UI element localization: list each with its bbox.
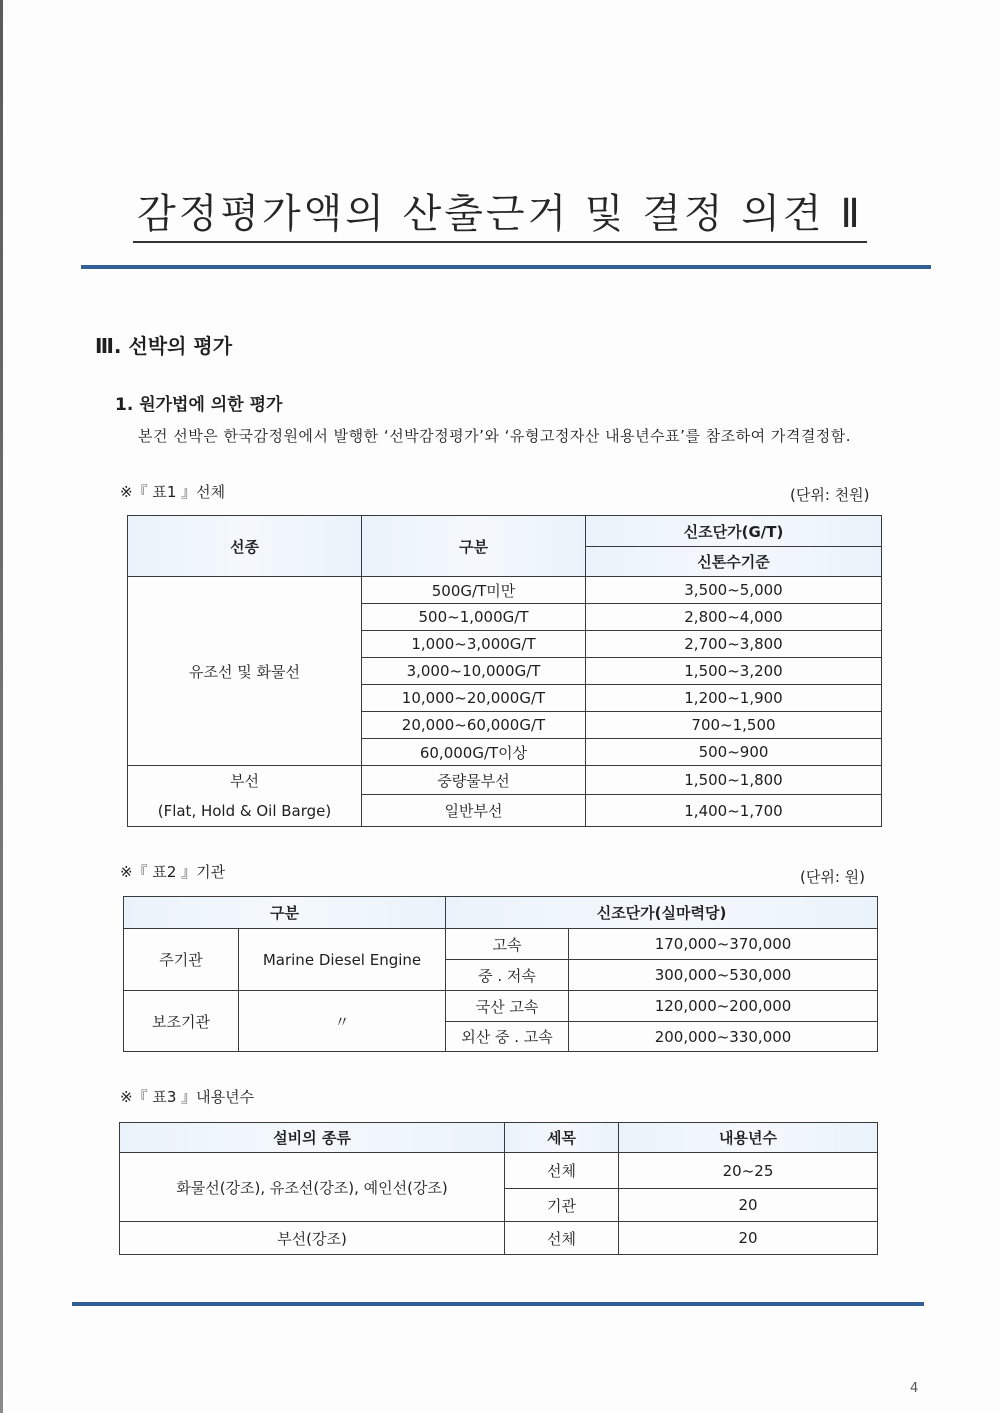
table2-speed: 외산 중 . 고속 (446, 1022, 569, 1052)
table2-price: 120,000~200,000 (569, 991, 878, 1022)
table1-barge-sublabel: (Flat, Hold & Oil Barge) (157, 802, 332, 820)
table2-caption: ※『 표2 』기관 (120, 863, 226, 881)
table3-group-vessels: 화물선(강조), 유조선(강조), 예인선(강조) (120, 1153, 505, 1222)
table1-price: 1,500~3,200 (586, 658, 882, 685)
table3-caption: ※『 표3 』내용년수 (120, 1088, 255, 1106)
table1-category: 일반부선 (362, 795, 586, 827)
table1-category: 20,000~60,000G/T (362, 712, 586, 739)
table3-item: 선체 (505, 1153, 619, 1189)
table2-header-category: 구분 (124, 897, 446, 929)
title-divider (81, 265, 931, 269)
table1-category: 500G/T미만 (362, 577, 586, 604)
table1-group-barge (128, 766, 362, 827)
table3-years: 20 (619, 1189, 878, 1222)
section-title: Ⅲ. 선박의 평가 (95, 334, 233, 358)
table1-group-tanker-cargo: 유조선 및 화물선 (128, 577, 362, 766)
page-title (0, 182, 1000, 243)
table2-speed: 중 . 저속 (446, 960, 569, 991)
table1-price: 3,500~5,000 (586, 577, 882, 604)
intro-paragraph: 본건 선박은 한국감정원에서 발행한 ‘선박감정평가’와 ‘유형고정자산 내용년수표’를 참조하여 가격결정함. (138, 427, 852, 445)
table1-category: 중량물부선 (362, 766, 586, 795)
table3-item: 선체 (505, 1222, 619, 1255)
table2-aux-engine-type: 〃 (239, 991, 446, 1052)
table1-header-price-sub: 신톤수기준 (586, 547, 882, 577)
table1-header-ship-type: 선종 (128, 516, 362, 577)
table1-unit: (단위: 천원) (790, 486, 870, 504)
table3-item: 기관 (505, 1189, 619, 1222)
table2-speed: 국산 고속 (446, 991, 569, 1022)
table3-header-item: 세목 (505, 1123, 619, 1153)
table1-price: 1,400~1,700 (586, 795, 882, 827)
table2-price: 170,000~370,000 (569, 929, 878, 960)
table1-price: 700~1,500 (586, 712, 882, 739)
footer-divider (72, 1302, 924, 1306)
table1-price: 2,800~4,000 (586, 604, 882, 631)
table2-header-price: 신조단가(실마력당) (446, 897, 878, 929)
table2-price: 200,000~330,000 (569, 1022, 878, 1052)
table3-service-life (119, 1122, 878, 1255)
table3-header-years: 내용년수 (619, 1123, 878, 1153)
table1-barge-label: 부선 (230, 772, 259, 790)
table2-engine (123, 896, 878, 1052)
table2-speed: 고속 (446, 929, 569, 960)
table1-price: 1,500~1,800 (586, 766, 882, 795)
table3-header-equipment: 설비의 종류 (120, 1123, 505, 1153)
table2-unit: (단위: 원) (800, 868, 865, 886)
page-number: 4 (910, 1381, 919, 1396)
table2-price: 300,000~530,000 (569, 960, 878, 991)
table1-category: 60,000G/T이상 (362, 739, 586, 766)
table3-group-barge: 부선(강조) (120, 1222, 505, 1255)
table1-caption: ※『 표1 』선체 (120, 483, 226, 501)
table3-years: 20~25 (619, 1153, 878, 1189)
table1-header-price: 신조단가(G/T) (586, 516, 882, 547)
table2-main-engine: 주기관 (124, 929, 239, 991)
table1-category: 3,000~10,000G/T (362, 658, 586, 685)
subsection-title: 1. 원가법에 의한 평가 (115, 395, 283, 415)
table1-hull (127, 515, 882, 827)
table2-main-engine-type: Marine Diesel Engine (239, 929, 446, 991)
table3-years: 20 (619, 1222, 878, 1255)
page-title-text: 감정평가액의 산출근거 및 결정 의견 Ⅱ (133, 182, 867, 243)
table1-header-category: 구분 (362, 516, 586, 577)
table1-price: 1,200~1,900 (586, 685, 882, 712)
table1-category: 500~1,000G/T (362, 604, 586, 631)
table1-category: 1,000~3,000G/T (362, 631, 586, 658)
table2-aux-engine: 보조기관 (124, 991, 239, 1052)
table1-category: 10,000~20,000G/T (362, 685, 586, 712)
table1-price: 2,700~3,800 (586, 631, 882, 658)
table1-price: 500~900 (586, 739, 882, 766)
